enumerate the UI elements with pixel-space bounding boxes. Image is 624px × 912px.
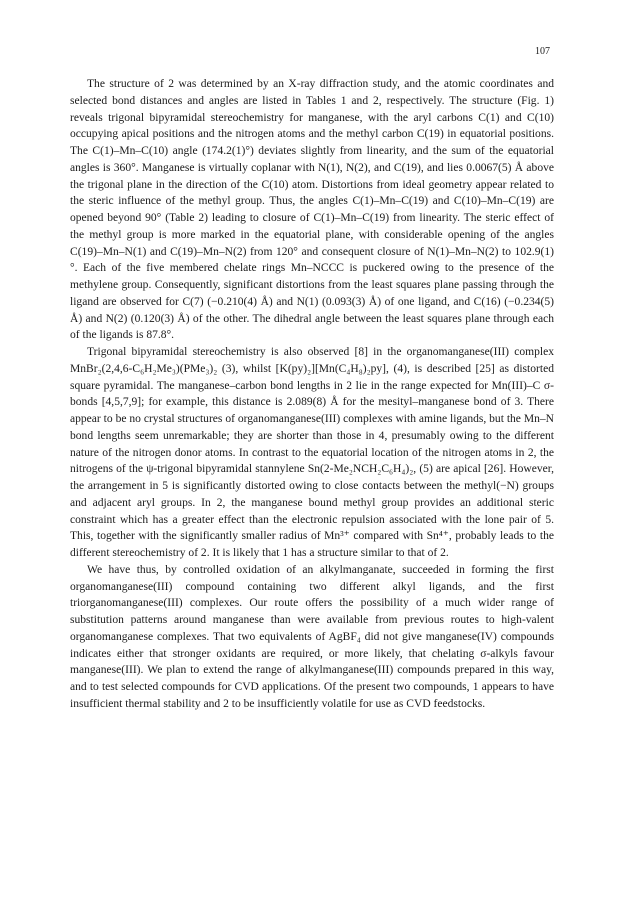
paragraph-trigonal-bipyramidal: Trigonal bipyramidal stereochemistry is also observed [8] in the organomanganese(III) complex MnBr₂(2,4,6-C₆H₂Me₃)(PMe₃)₂ (3), whilst [K(py)₂][Mn(C₄H₈)₂py], (4), is described [25] as distorted square pyramidal. The manganese–carbon bond lengths in 2 lie in the range expected for Mn(III)–C σ-bonds [4,5,7,9]; for example, this distance is 2.089(8) Å for the mesityl–manganese bond of 3. There appear to be no crystal structures of organomanganese(III) complexes with amine ligands, but the Mn–N bond lengths seem unremarkable; they are shorter than those in 4, presumably owing to the different nature of the nitrogen donor atoms. In contrast to the equatorial location of the nitrogen atoms in 2, the nitrogens of the ψ-trigonal bipyramidal stannylene Sn(2-Me₂NCH₂C₆H₄)₂, (5) are apical [26]. However, the arrangement in 5 is significantly distorted owing to close contacts between the methyl(−N) groups and adjacent aryl groups. In 2, the manganese bound methyl group provides an additional steric constraint which has a greater effect than the electronic repulsion associated with the lone pair of 5. This, together with the significantly smaller radius of Mn³⁺ compared with Sn⁴⁺, probably leads to the different stereochemistry of 2. It is likely that 1 has a structure similar to that of 2. (70, 346, 554, 559)
paragraph-structure-description: The structure of 2 was determined by an X-ray diffraction study, and the atomic coordinates and selected bond distances and angles are listed in Tables 1 and 2, respectively. The structure (Fig. 1) reveals trigonal bipyramidal stereochemistry for manganese, with the aryl carbons C(1) and C(10) occupying apical positions and the nitrogen atoms and the methyl carbon C(19) in equatorial positions. The C(1)–Mn–C(10) angle (174.2(1)°) deviates slightly from linearity, and the sum of the equatorial angles is 360°. Manganese is virtually coplanar with N(1), N(2), and C(19), and lies 0.0067(5) Å above the trigonal plane in the direction of the C(10) atom. Distortions from ideal geometry appear related to the steric influence of the methyl group. Thus, the angles C(1)–Mn–C(19) and C(10)–Mn–C(19) are opened beyond 90° (Table 2) leading to closure of C(1)–Mn–C(19) from linearity. The steric effect of the methyl group is more marked in the equatorial plane, with considerable opening of the angles C(19)–Mn–N(1) and C(19)–Mn–N(2) from 120° and consequent closure of N(1)–Mn–N(2) to 102.9(1)°. Each of the five membered chelate rings Mn–NCCC is puckered owing to the presence of the methylene group. Consequently, significant distortions from the least squares plane passing through the ligand are observed for C(7) (−0.210(4) Å) and N(1) (0.093(3) Å) of one ligand, and C(16) (−0.234(5) Å) and N(2) (0.120(3) Å) of the other. The dihedral angle between the least squares plane through each of the ligands is 87.8°. (70, 78, 554, 342)
paragraph-conclusion: We have thus, by controlled oxidation of an alkylmanganate, succeeded in forming the first organomanganese(III) compound containing two different alkyl ligands, and the first triorganomanganese(III) complexes. Our route offers the possibility of a much wider range of substitution patterns around manganese than were available from previous routes to high-valent organomanganese complexes. That two equivalents of AgBF₄ did not give manganese(IV) compounds indicates either that stronger oxidants are required, or more likely, that chelating σ-alkyls favour manganese(III). We plan to extend the range of alkylmanganese(III) compounds prepared in this way, and to test selected compounds for CVD applications. Of the present two compounds, 1 appears to have insufficient thermal stability and 2 to be insufficiently volatile for use as CVD feedstocks. (70, 563, 554, 710)
page-number: 107 (535, 46, 550, 57)
body-text (70, 76, 554, 713)
